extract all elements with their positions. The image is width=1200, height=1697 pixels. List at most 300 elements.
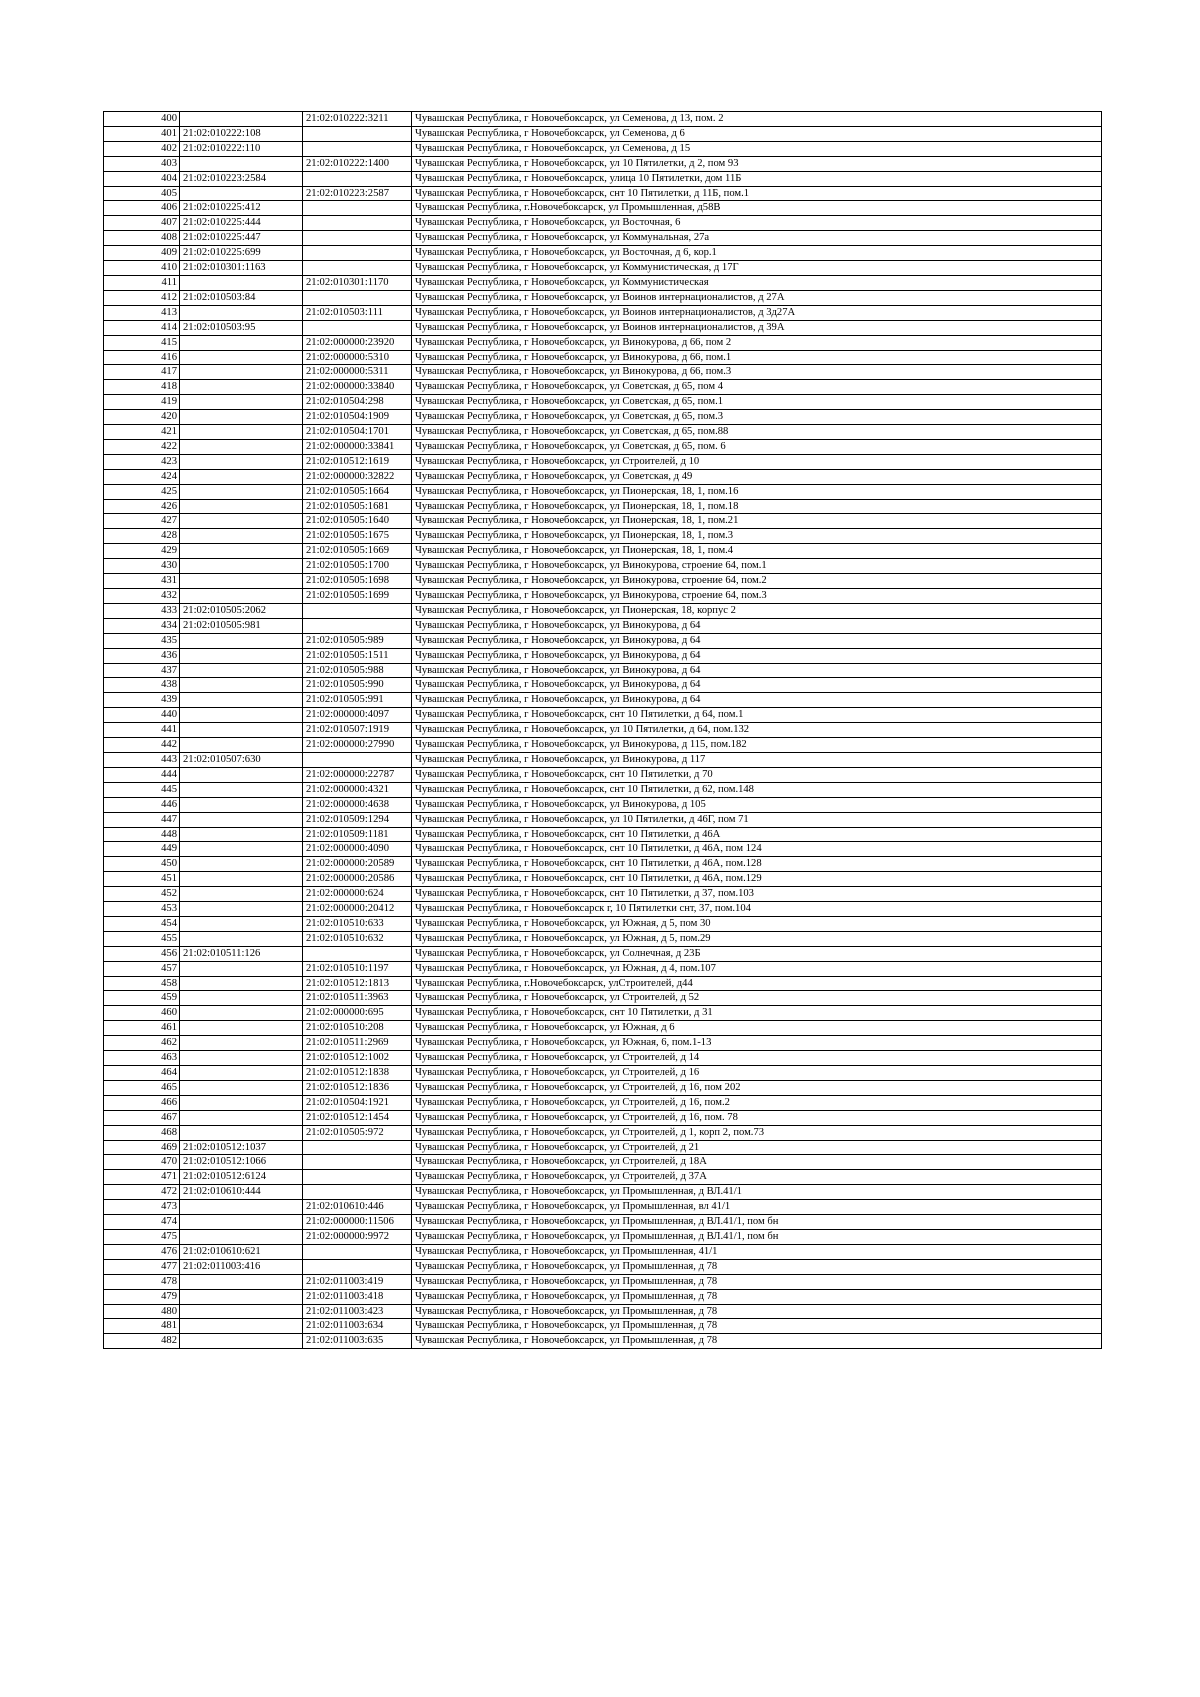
address-cell: Чувашская Республика, г Новочебоксарск, ул Винокурова, д 66, пом 2 — [412, 335, 1102, 350]
land-cadastral-number-cell: 21:02:010222:108 — [180, 126, 303, 141]
address-cell: Чувашская Республика, г Новочебоксарск, ул Винокурова, д 64 — [412, 633, 1102, 648]
land-cadastral-number-cell — [180, 1200, 303, 1215]
building-cadastral-number-cell: 21:02:000000:33841 — [303, 439, 412, 454]
address-cell: Чувашская Республика, г Новочебоксарск, ул Винокурова, строение 64, пом.2 — [412, 574, 1102, 589]
address-cell: Чувашская Республика, г Новочебоксарск г, 10 Пятилетки снт, 37, пом.104 — [412, 902, 1102, 917]
land-cadastral-number-cell — [180, 1274, 303, 1289]
building-cadastral-number-cell: 21:02:010505:1669 — [303, 544, 412, 559]
table-row — [104, 887, 1102, 902]
document-sheet — [103, 111, 1102, 1349]
building-cadastral-number-cell: 21:02:000000:20589 — [303, 857, 412, 872]
row-number-cell: 455 — [104, 931, 180, 946]
table-row — [104, 1110, 1102, 1125]
row-number-cell: 478 — [104, 1274, 180, 1289]
building-cadastral-number-cell: 21:02:000000:11506 — [303, 1215, 412, 1230]
building-cadastral-number-cell: 21:02:010222:3211 — [303, 112, 412, 127]
building-cadastral-number-cell: 21:02:010509:1181 — [303, 827, 412, 842]
land-cadastral-number-cell — [180, 529, 303, 544]
address-cell: Чувашская Республика, г Новочебоксарск, ул Промышленная, д 78 — [412, 1274, 1102, 1289]
address-cell: Чувашская Республика, г Новочебоксарск, ул Семенова, д 6 — [412, 126, 1102, 141]
land-cadastral-number-cell — [180, 499, 303, 514]
address-cell: Чувашская Республика, г.Новочебоксарск, улСтроителей, д44 — [412, 976, 1102, 991]
building-cadastral-number-cell: 21:02:000000:9972 — [303, 1229, 412, 1244]
building-cadastral-number-cell — [303, 752, 412, 767]
row-number-cell: 452 — [104, 887, 180, 902]
table-row — [104, 1006, 1102, 1021]
address-cell: Чувашская Республика, г Новочебоксарск, ул Солнечная, д 23Б — [412, 946, 1102, 961]
land-cadastral-number-cell — [180, 589, 303, 604]
building-cadastral-number-cell: 21:02:010505:1664 — [303, 484, 412, 499]
row-number-cell: 430 — [104, 559, 180, 574]
building-cadastral-number-cell: 21:02:000000:20412 — [303, 902, 412, 917]
land-cadastral-number-cell — [180, 574, 303, 589]
building-cadastral-number-cell: 21:02:010507:1919 — [303, 723, 412, 738]
land-cadastral-number-cell — [180, 425, 303, 440]
land-cadastral-number-cell — [180, 544, 303, 559]
land-cadastral-number-cell — [180, 961, 303, 976]
row-number-cell: 454 — [104, 916, 180, 931]
building-cadastral-number-cell — [303, 618, 412, 633]
address-cell: Чувашская Республика, г Новочебоксарск, ул Винокурова, строение 64, пом.1 — [412, 559, 1102, 574]
address-cell: Чувашская Республика, г Новочебоксарск, ул Строителей, д 16 — [412, 1066, 1102, 1081]
address-cell: Чувашская Республика, г Новочебоксарск, ул Строителей, д 1, корп 2, пом.73 — [412, 1125, 1102, 1140]
table-row — [104, 335, 1102, 350]
row-number-cell: 477 — [104, 1259, 180, 1274]
row-number-cell: 450 — [104, 857, 180, 872]
address-cell: Чувашская Республика, г Новочебоксарск, ул 10 Пятилетки, д 2, пом 93 — [412, 156, 1102, 171]
address-cell: Чувашская Республика, г Новочебоксарск, ул Винокурова, д 64 — [412, 618, 1102, 633]
row-number-cell: 470 — [104, 1155, 180, 1170]
table-row — [104, 1200, 1102, 1215]
table-row — [104, 857, 1102, 872]
row-number-cell: 442 — [104, 738, 180, 753]
address-cell: Чувашская Республика, г Новочебоксарск, ул Воинов интернационалистов, д 27А — [412, 290, 1102, 305]
table-row — [104, 1229, 1102, 1244]
address-cell: Чувашская Республика, г.Новочебоксарск, ул Промышленная, д58В — [412, 201, 1102, 216]
table-row — [104, 872, 1102, 887]
building-cadastral-number-cell: 21:02:011003:634 — [303, 1319, 412, 1334]
building-cadastral-number-cell: 21:02:011003:423 — [303, 1304, 412, 1319]
land-cadastral-number-cell: 21:02:010512:6124 — [180, 1170, 303, 1185]
row-number-cell: 441 — [104, 723, 180, 738]
building-cadastral-number-cell: 21:02:010301:1170 — [303, 275, 412, 290]
land-cadastral-number-cell: 21:02:010505:2062 — [180, 603, 303, 618]
land-cadastral-number-cell — [180, 902, 303, 917]
row-number-cell: 401 — [104, 126, 180, 141]
land-cadastral-number-cell — [180, 678, 303, 693]
table-row — [104, 991, 1102, 1006]
address-cell: Чувашская Республика, г Новочебоксарск, ул Строителей, д 52 — [412, 991, 1102, 1006]
table-row — [104, 156, 1102, 171]
land-cadastral-number-cell: 21:02:010512:1066 — [180, 1155, 303, 1170]
table-row — [104, 395, 1102, 410]
address-cell: Чувашская Республика, г Новочебоксарск, ул Пионерская, 18, 1, пом.3 — [412, 529, 1102, 544]
table-row — [104, 1155, 1102, 1170]
row-number-cell: 445 — [104, 782, 180, 797]
land-cadastral-number-cell — [180, 723, 303, 738]
table-row — [104, 126, 1102, 141]
table-row — [104, 410, 1102, 425]
land-cadastral-number-cell — [180, 872, 303, 887]
land-cadastral-number-cell: 21:02:010507:630 — [180, 752, 303, 767]
row-number-cell: 449 — [104, 842, 180, 857]
table-row — [104, 1080, 1102, 1095]
table-row — [104, 1095, 1102, 1110]
building-cadastral-number-cell: 21:02:010505:1700 — [303, 559, 412, 574]
land-cadastral-number-cell — [180, 1095, 303, 1110]
land-cadastral-number-cell — [180, 1304, 303, 1319]
building-cadastral-number-cell: 21:02:010504:298 — [303, 395, 412, 410]
row-number-cell: 403 — [104, 156, 180, 171]
address-cell: Чувашская Республика, г Новочебоксарск, ул Пионерская, 18, 1, пом.21 — [412, 514, 1102, 529]
table-row — [104, 246, 1102, 261]
address-cell: Чувашская Республика, г Новочебоксарск, ул Советская, д 49 — [412, 469, 1102, 484]
land-cadastral-number-cell — [180, 916, 303, 931]
land-cadastral-number-cell — [180, 797, 303, 812]
row-number-cell: 482 — [104, 1334, 180, 1349]
address-cell: Чувашская Республика, г Новочебоксарск, ул Советская, д 65, пом.1 — [412, 395, 1102, 410]
table-row — [104, 454, 1102, 469]
table-row — [104, 439, 1102, 454]
land-cadastral-number-cell: 21:02:010225:412 — [180, 201, 303, 216]
building-cadastral-number-cell: 21:02:010504:1909 — [303, 410, 412, 425]
table-row — [104, 693, 1102, 708]
table-row — [104, 797, 1102, 812]
row-number-cell: 408 — [104, 231, 180, 246]
row-number-cell: 415 — [104, 335, 180, 350]
building-cadastral-number-cell: 21:02:010505:991 — [303, 693, 412, 708]
row-number-cell: 473 — [104, 1200, 180, 1215]
building-cadastral-number-cell: 21:02:000000:5311 — [303, 365, 412, 380]
table-row — [104, 1304, 1102, 1319]
address-cell: Чувашская Республика, г Новочебоксарск, ул Строителей, д 16, пом 202 — [412, 1080, 1102, 1095]
row-number-cell: 404 — [104, 171, 180, 186]
row-number-cell: 472 — [104, 1185, 180, 1200]
row-number-cell: 416 — [104, 350, 180, 365]
row-number-cell: 405 — [104, 186, 180, 201]
row-number-cell: 461 — [104, 1021, 180, 1036]
address-cell: Чувашская Республика, г Новочебоксарск, снт 10 Пятилетки, д 11Б, пом.1 — [412, 186, 1102, 201]
row-number-cell: 421 — [104, 425, 180, 440]
table-row — [104, 216, 1102, 231]
land-cadastral-number-cell — [180, 648, 303, 663]
building-cadastral-number-cell: 21:02:010505:989 — [303, 633, 412, 648]
building-cadastral-number-cell: 21:02:010512:1836 — [303, 1080, 412, 1095]
address-cell: Чувашская Республика, г Новочебоксарск, ул 10 Пятилетки, д 64, пом.132 — [412, 723, 1102, 738]
address-cell: Чувашская Республика, г Новочебоксарск, улица 10 Пятилетки, дом 11Б — [412, 171, 1102, 186]
row-number-cell: 423 — [104, 454, 180, 469]
table-row — [104, 425, 1102, 440]
row-number-cell: 435 — [104, 633, 180, 648]
row-number-cell: 463 — [104, 1051, 180, 1066]
land-cadastral-number-cell: 21:02:010225:699 — [180, 246, 303, 261]
table-row — [104, 1215, 1102, 1230]
address-cell: Чувашская Республика, г Новочебоксарск, ул Строителей, д 18А — [412, 1155, 1102, 1170]
table-row — [104, 1319, 1102, 1334]
building-cadastral-number-cell: 21:02:010504:1701 — [303, 425, 412, 440]
table-row — [104, 902, 1102, 917]
building-cadastral-number-cell: 21:02:010512:1813 — [303, 976, 412, 991]
table-row — [104, 1066, 1102, 1081]
table-row — [104, 514, 1102, 529]
address-cell: Чувашская Республика, г Новочебоксарск, ул Промышленная, вл 41/1 — [412, 1200, 1102, 1215]
land-cadastral-number-cell — [180, 156, 303, 171]
row-number-cell: 469 — [104, 1140, 180, 1155]
row-number-cell: 422 — [104, 439, 180, 454]
table-row — [104, 678, 1102, 693]
table-row — [104, 574, 1102, 589]
land-cadastral-number-cell — [180, 1080, 303, 1095]
building-cadastral-number-cell: 21:02:010510:208 — [303, 1021, 412, 1036]
building-cadastral-number-cell: 21:02:011003:418 — [303, 1289, 412, 1304]
land-cadastral-number-cell — [180, 1289, 303, 1304]
building-cadastral-number-cell — [303, 1140, 412, 1155]
building-cadastral-number-cell: 21:02:000000:32822 — [303, 469, 412, 484]
address-cell: Чувашская Республика, г Новочебоксарск, ул Коммунальная, 27а — [412, 231, 1102, 246]
table-row — [104, 484, 1102, 499]
address-cell: Чувашская Республика, г Новочебоксарск, ул Промышленная, д 78 — [412, 1289, 1102, 1304]
address-cell: Чувашская Республика, г Новочебоксарск, ул Пионерская, 18, 1, пом.18 — [412, 499, 1102, 514]
building-cadastral-number-cell: 21:02:000000:27990 — [303, 738, 412, 753]
row-number-cell: 438 — [104, 678, 180, 693]
row-number-cell: 434 — [104, 618, 180, 633]
table-row — [104, 1185, 1102, 1200]
address-cell: Чувашская Республика, г Новочебоксарск, ул Пионерская, 18, 1, пом.4 — [412, 544, 1102, 559]
land-cadastral-number-cell: 21:02:010301:1163 — [180, 261, 303, 276]
land-cadastral-number-cell — [180, 305, 303, 320]
address-cell: Чувашская Республика, г Новочебоксарск, ул Винокурова, д 117 — [412, 752, 1102, 767]
building-cadastral-number-cell — [303, 216, 412, 231]
building-cadastral-number-cell: 21:02:000000:5310 — [303, 350, 412, 365]
address-cell: Чувашская Республика, г Новочебоксарск, снт 10 Пятилетки, д 62, пом.148 — [412, 782, 1102, 797]
address-cell: Чувашская Республика, г Новочебоксарск, ул Семенова, д 13, пом. 2 — [412, 112, 1102, 127]
address-cell: Чувашская Республика, г Новочебоксарск, ул Промышленная, д ВЛ.41/1 — [412, 1185, 1102, 1200]
address-cell: Чувашская Республика, г Новочебоксарск, ул Коммунистическая — [412, 275, 1102, 290]
table-row — [104, 961, 1102, 976]
row-number-cell: 418 — [104, 380, 180, 395]
land-cadastral-number-cell — [180, 842, 303, 857]
building-cadastral-number-cell — [303, 1259, 412, 1274]
land-cadastral-number-cell — [180, 1051, 303, 1066]
building-cadastral-number-cell: 21:02:010512:1619 — [303, 454, 412, 469]
table-row — [104, 1051, 1102, 1066]
row-number-cell: 436 — [104, 648, 180, 663]
building-cadastral-number-cell — [303, 290, 412, 305]
address-cell: Чувашская Республика, г Новочебоксарск, ул Винокурова, д 115, пом.182 — [412, 738, 1102, 753]
table-row — [104, 633, 1102, 648]
land-cadastral-number-cell — [180, 1066, 303, 1081]
row-number-cell: 433 — [104, 603, 180, 618]
land-cadastral-number-cell: 21:02:010225:444 — [180, 216, 303, 231]
address-cell: Чувашская Республика, г Новочебоксарск, снт 10 Пятилетки, д 37, пом.103 — [412, 887, 1102, 902]
row-number-cell: 414 — [104, 320, 180, 335]
row-number-cell: 440 — [104, 708, 180, 723]
table-row — [104, 1244, 1102, 1259]
row-number-cell: 475 — [104, 1229, 180, 1244]
building-cadastral-number-cell: 21:02:000000:4321 — [303, 782, 412, 797]
row-number-cell: 448 — [104, 827, 180, 842]
address-cell: Чувашская Республика, г Новочебоксарск, ул Винокурова, д 64 — [412, 663, 1102, 678]
building-cadastral-number-cell: 21:02:010504:1921 — [303, 1095, 412, 1110]
land-cadastral-number-cell — [180, 738, 303, 753]
table-row — [104, 499, 1102, 514]
land-cadastral-number-cell — [180, 1229, 303, 1244]
row-number-cell: 406 — [104, 201, 180, 216]
table-row — [104, 1259, 1102, 1274]
address-cell: Чувашская Республика, г Новочебоксарск, ул Советская, д 65, пом.88 — [412, 425, 1102, 440]
land-cadastral-number-cell: 21:02:010505:981 — [180, 618, 303, 633]
row-number-cell: 446 — [104, 797, 180, 812]
address-cell: Чувашская Республика, г Новочебоксарск, ул Промышленная, д ВЛ.41/1, пом бн — [412, 1215, 1102, 1230]
building-cadastral-number-cell: 21:02:000000:33840 — [303, 380, 412, 395]
address-cell: Чувашская Республика, г Новочебоксарск, ул Семенова, д 15 — [412, 141, 1102, 156]
building-cadastral-number-cell — [303, 246, 412, 261]
land-cadastral-number-cell — [180, 1125, 303, 1140]
address-cell: Чувашская Республика, г Новочебоксарск, ул Восточная, 6 — [412, 216, 1102, 231]
building-cadastral-number-cell — [303, 1170, 412, 1185]
table-row — [104, 618, 1102, 633]
table-row — [104, 976, 1102, 991]
table-row — [104, 916, 1102, 931]
address-cell: Чувашская Республика, г Новочебоксарск, ул Строителей, д 14 — [412, 1051, 1102, 1066]
table-row — [104, 589, 1102, 604]
table-row — [104, 171, 1102, 186]
land-cadastral-number-cell — [180, 1006, 303, 1021]
table-row — [104, 305, 1102, 320]
building-cadastral-number-cell: 21:02:010505:972 — [303, 1125, 412, 1140]
address-cell: Чувашская Республика, г Новочебоксарск, снт 10 Пятилетки, д 64, пом.1 — [412, 708, 1102, 723]
building-cadastral-number-cell — [303, 171, 412, 186]
table-row — [104, 648, 1102, 663]
address-cell: Чувашская Республика, г Новочебоксарск, ул Промышленная, д ВЛ.41/1, пом бн — [412, 1229, 1102, 1244]
address-cell: Чувашская Республика, г Новочебоксарск, ул Промышленная, д 78 — [412, 1259, 1102, 1274]
table-row — [104, 544, 1102, 559]
land-cadastral-number-cell — [180, 991, 303, 1006]
address-cell: Чувашская Республика, г Новочебоксарск, ул Советская, д 65, пом 4 — [412, 380, 1102, 395]
building-cadastral-number-cell: 21:02:000000:4638 — [303, 797, 412, 812]
land-cadastral-number-cell — [180, 469, 303, 484]
row-number-cell: 437 — [104, 663, 180, 678]
land-cadastral-number-cell — [180, 1215, 303, 1230]
row-number-cell: 400 — [104, 112, 180, 127]
address-cell: Чувашская Республика, г Новочебоксарск, снт 10 Пятилетки, д 46А, пом.128 — [412, 857, 1102, 872]
building-cadastral-number-cell: 21:02:010505:990 — [303, 678, 412, 693]
address-cell: Чувашская Республика, г Новочебоксарск, ул Строителей, д 21 — [412, 1140, 1102, 1155]
land-cadastral-number-cell — [180, 439, 303, 454]
table-row — [104, 231, 1102, 246]
building-cadastral-number-cell: 21:02:010511:2969 — [303, 1036, 412, 1051]
row-number-cell: 443 — [104, 752, 180, 767]
table-row — [104, 1274, 1102, 1289]
land-cadastral-number-cell — [180, 350, 303, 365]
building-cadastral-number-cell: 21:02:010505:1675 — [303, 529, 412, 544]
building-cadastral-number-cell: 21:02:010510:632 — [303, 931, 412, 946]
table-row — [104, 275, 1102, 290]
row-number-cell: 468 — [104, 1125, 180, 1140]
address-cell: Чувашская Республика, г Новочебоксарск, ул Южная, д 6 — [412, 1021, 1102, 1036]
table-row — [104, 1170, 1102, 1185]
building-cadastral-number-cell: 21:02:000000:695 — [303, 1006, 412, 1021]
land-cadastral-number-cell — [180, 693, 303, 708]
property-table — [103, 111, 1102, 1349]
building-cadastral-number-cell: 21:02:010505:1511 — [303, 648, 412, 663]
row-number-cell: 456 — [104, 946, 180, 961]
building-cadastral-number-cell: 21:02:000000:23920 — [303, 335, 412, 350]
land-cadastral-number-cell — [180, 559, 303, 574]
building-cadastral-number-cell: 21:02:010512:1002 — [303, 1051, 412, 1066]
address-cell: Чувашская Республика, г Новочебоксарск, ул 10 Пятилетки, д 46Г, пом 71 — [412, 812, 1102, 827]
land-cadastral-number-cell: 21:02:010225:447 — [180, 231, 303, 246]
address-cell: Чувашская Республика, г Новочебоксарск, ул Южная, д 5, пом.29 — [412, 931, 1102, 946]
building-cadastral-number-cell — [303, 231, 412, 246]
table-row — [104, 1036, 1102, 1051]
land-cadastral-number-cell: 21:02:010610:621 — [180, 1244, 303, 1259]
building-cadastral-number-cell: 21:02:010503:111 — [303, 305, 412, 320]
address-cell: Чувашская Республика, г Новочебоксарск, ул Промышленная, 41/1 — [412, 1244, 1102, 1259]
address-cell: Чувашская Республика, г Новочебоксарск, ул Промышленная, д 78 — [412, 1304, 1102, 1319]
building-cadastral-number-cell — [303, 1155, 412, 1170]
row-number-cell: 426 — [104, 499, 180, 514]
land-cadastral-number-cell — [180, 931, 303, 946]
address-cell: Чувашская Республика, г Новочебоксарск, ул Винокурова, строение 64, пом.3 — [412, 589, 1102, 604]
row-number-cell: 460 — [104, 1006, 180, 1021]
land-cadastral-number-cell — [180, 1319, 303, 1334]
land-cadastral-number-cell: 21:02:011003:416 — [180, 1259, 303, 1274]
address-cell: Чувашская Республика, г Новочебоксарск, ул Винокурова, д 64 — [412, 678, 1102, 693]
table-row — [104, 365, 1102, 380]
row-number-cell: 410 — [104, 261, 180, 276]
building-cadastral-number-cell: 21:02:011003:635 — [303, 1334, 412, 1349]
building-cadastral-number-cell: 21:02:010505:1640 — [303, 514, 412, 529]
land-cadastral-number-cell: 21:02:010511:126 — [180, 946, 303, 961]
building-cadastral-number-cell — [303, 126, 412, 141]
building-cadastral-number-cell: 21:02:010512:1454 — [303, 1110, 412, 1125]
table-row — [104, 1125, 1102, 1140]
land-cadastral-number-cell — [180, 186, 303, 201]
land-cadastral-number-cell — [180, 1036, 303, 1051]
building-cadastral-number-cell: 21:02:010511:3963 — [303, 991, 412, 1006]
building-cadastral-number-cell: 21:02:011003:419 — [303, 1274, 412, 1289]
table-row — [104, 1140, 1102, 1155]
land-cadastral-number-cell: 21:02:010503:95 — [180, 320, 303, 335]
row-number-cell: 459 — [104, 991, 180, 1006]
address-cell: Чувашская Республика, г Новочебоксарск, ул Винокурова, д 66, пом.3 — [412, 365, 1102, 380]
table-row — [104, 290, 1102, 305]
address-cell: Чувашская Республика, г Новочебоксарск, снт 10 Пятилетки, д 46А, пом 124 — [412, 842, 1102, 857]
address-cell: Чувашская Республика, г Новочебоксарск, ул Южная, д 4, пом.107 — [412, 961, 1102, 976]
table-row — [104, 723, 1102, 738]
building-cadastral-number-cell: 21:02:000000:22787 — [303, 767, 412, 782]
address-cell: Чувашская Республика, г Новочебоксарск, снт 10 Пятилетки, д 31 — [412, 1006, 1102, 1021]
address-cell: Чувашская Республика, г Новочебоксарск, ул Восточная, д 6, кор.1 — [412, 246, 1102, 261]
row-number-cell: 407 — [104, 216, 180, 231]
table-row — [104, 663, 1102, 678]
land-cadastral-number-cell — [180, 1334, 303, 1349]
land-cadastral-number-cell — [180, 395, 303, 410]
land-cadastral-number-cell: 21:02:010610:444 — [180, 1185, 303, 1200]
row-number-cell: 458 — [104, 976, 180, 991]
row-number-cell: 447 — [104, 812, 180, 827]
table-row — [104, 603, 1102, 618]
table-row — [104, 350, 1102, 365]
row-number-cell: 464 — [104, 1066, 180, 1081]
building-cadastral-number-cell: 21:02:010510:633 — [303, 916, 412, 931]
row-number-cell: 439 — [104, 693, 180, 708]
row-number-cell: 444 — [104, 767, 180, 782]
row-number-cell: 457 — [104, 961, 180, 976]
row-number-cell: 419 — [104, 395, 180, 410]
row-number-cell: 428 — [104, 529, 180, 544]
